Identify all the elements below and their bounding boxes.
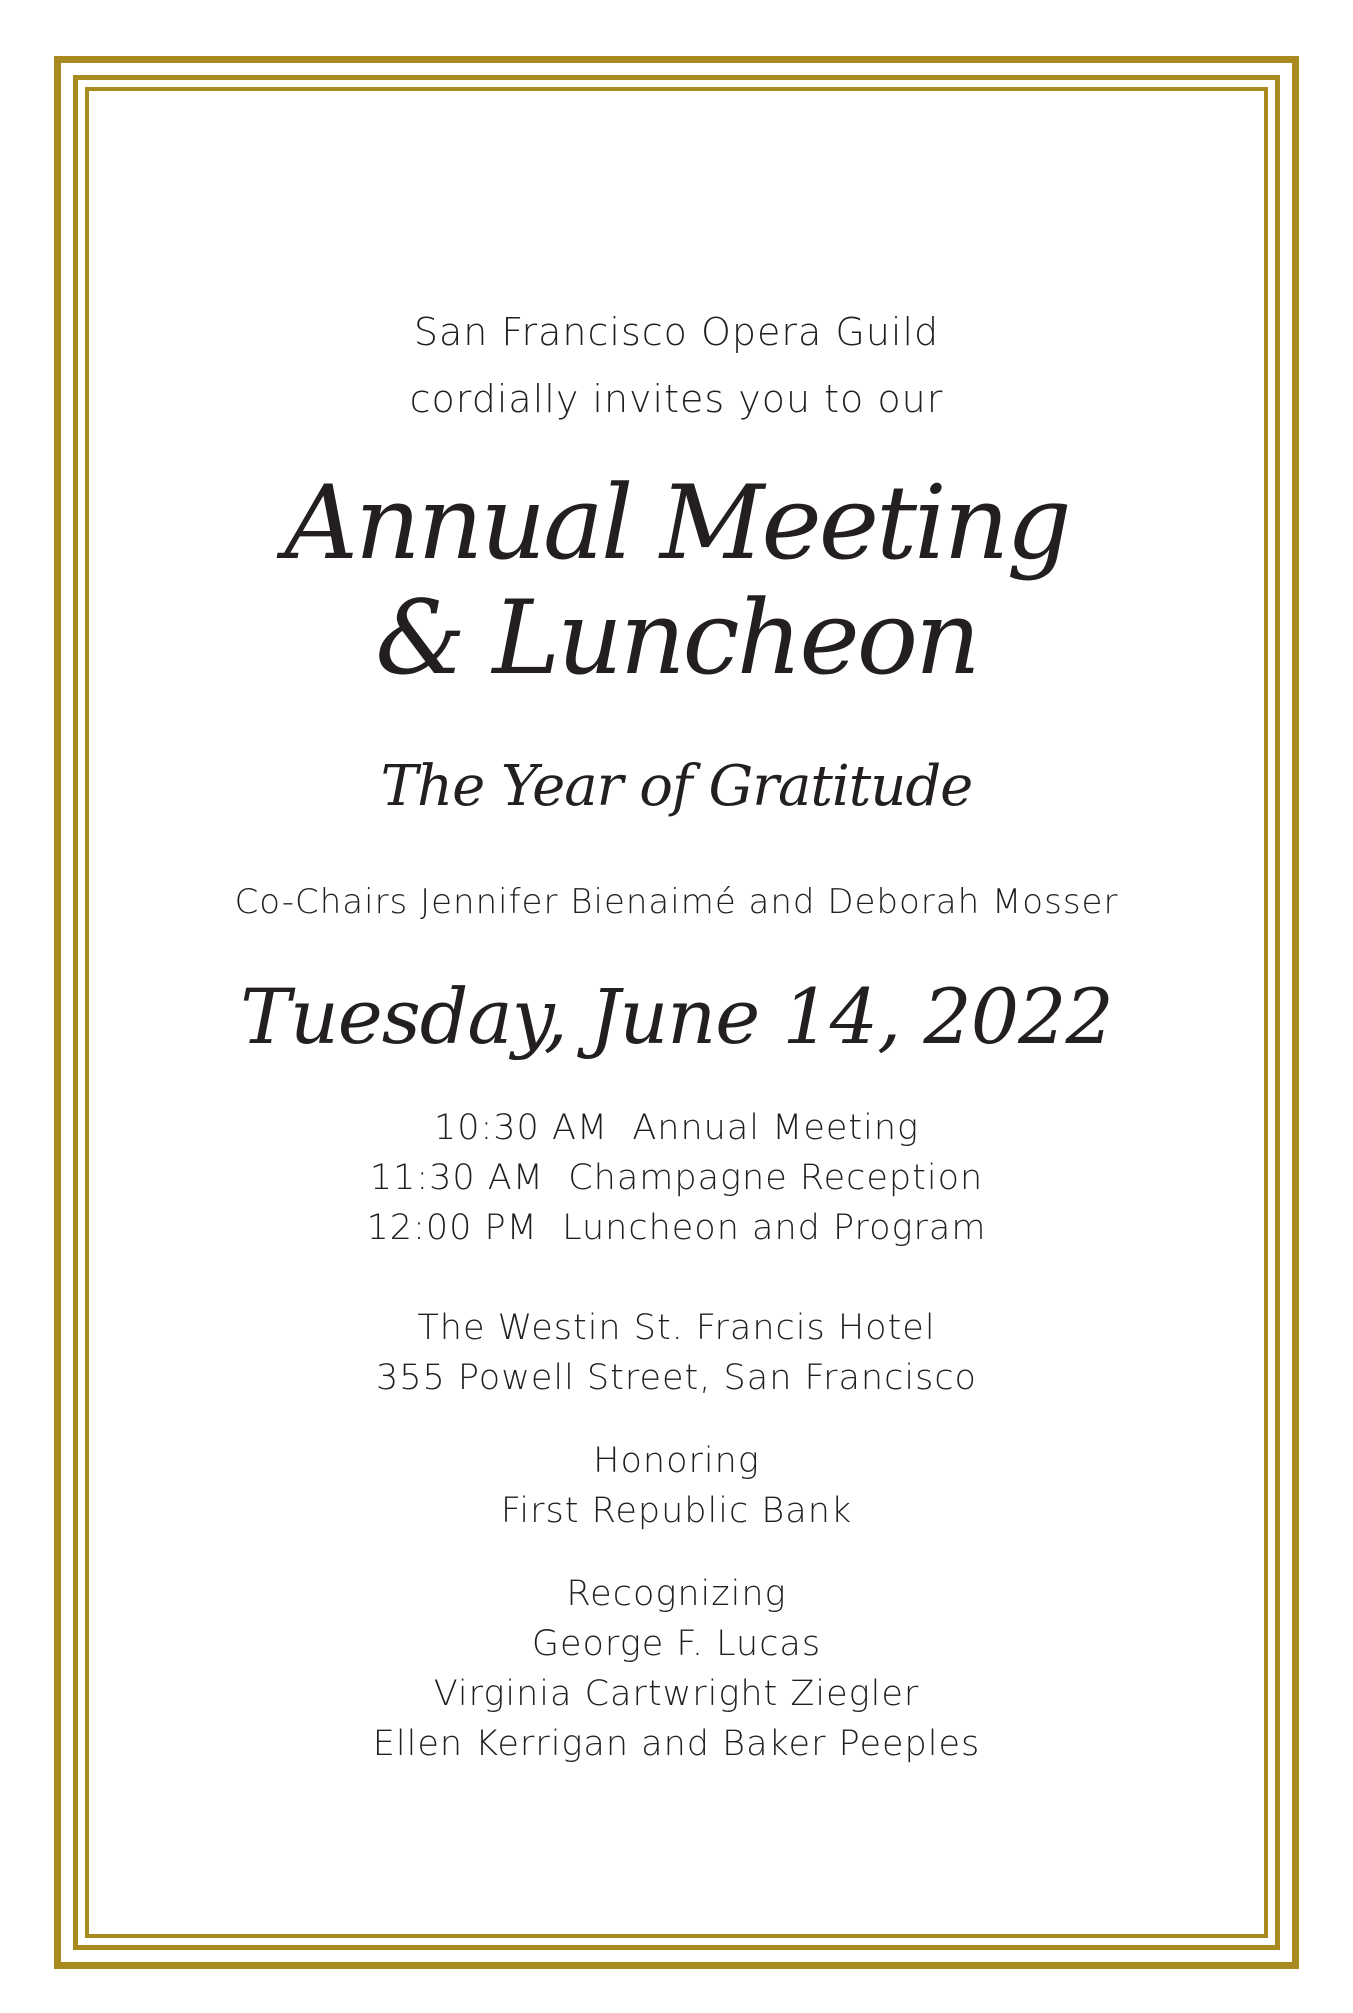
event-title-line2: & Luncheon xyxy=(375,579,978,698)
venue-address: 355 Powell Street, San Francisco xyxy=(376,1358,977,1398)
schedule-item: 12:00 PM Luncheon and Program xyxy=(366,1208,987,1248)
schedule-item: 10:30 AM Annual Meeting xyxy=(433,1108,920,1148)
invite-line: cordially invites you to our xyxy=(409,377,944,421)
event-date: Tuesday, June 14, 2022 xyxy=(240,972,1113,1061)
recognized-name: George F. Lucas xyxy=(531,1624,822,1664)
honoree-name: First Republic Bank xyxy=(500,1491,853,1531)
recognized-name: Virginia Cartwright Ziegler xyxy=(433,1674,920,1714)
event-title-line1: Annual Meeting xyxy=(284,464,1069,583)
recognized-name: Ellen Kerrigan and Baker Peeples xyxy=(372,1724,981,1764)
host-line: San Francisco Opera Guild xyxy=(413,310,940,354)
schedule-item: 11:30 AM Champagne Reception xyxy=(369,1158,984,1198)
event-theme: The Year of Gratitude xyxy=(380,754,973,819)
honoring-label: Honoring xyxy=(593,1441,760,1481)
recognizing-label: Recognizing xyxy=(566,1574,787,1614)
co-chairs-line: Co-Chairs Jennifer Bienaimé and Deborah Mosser xyxy=(234,882,1119,922)
venue-name: The Westin St. Francis Hotel xyxy=(417,1308,936,1348)
